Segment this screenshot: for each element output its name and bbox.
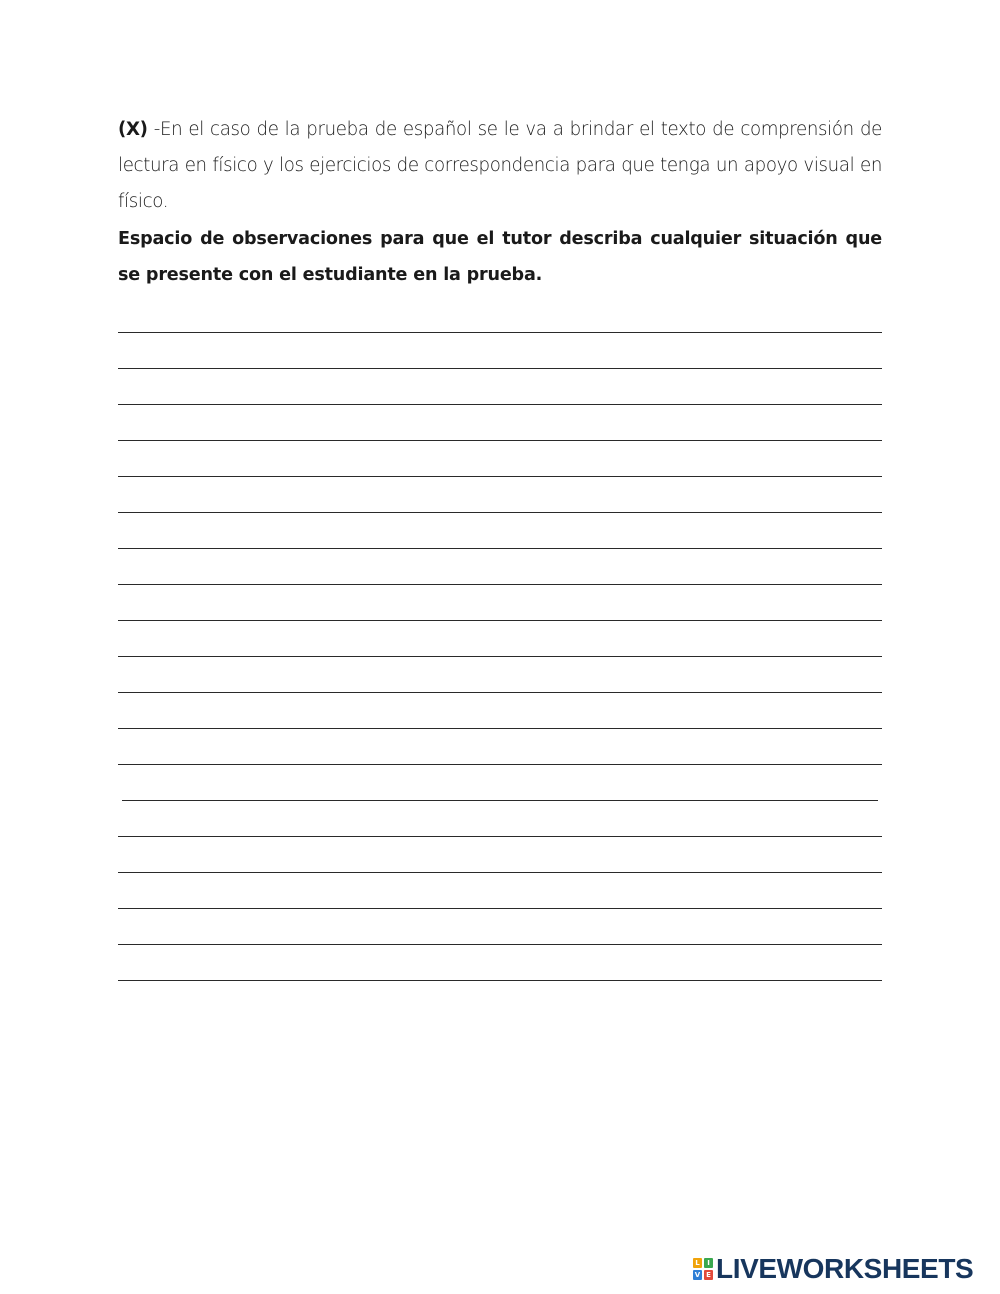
answer-line[interactable]: [118, 944, 882, 945]
answer-line[interactable]: [118, 836, 882, 837]
answer-line[interactable]: [118, 908, 882, 909]
observations-heading: Espacio de observaciones para que el tutor describa cualquier situación que se presente con el estudiante en la prueba.: [118, 229, 882, 285]
answer-line[interactable]: [118, 980, 882, 981]
answer-line[interactable]: [122, 800, 878, 801]
answer-line[interactable]: [118, 476, 882, 477]
answer-line[interactable]: [118, 764, 882, 765]
logo-letter: I: [704, 1258, 713, 1268]
liveworksheets-logo: [693, 1254, 973, 1284]
answer-line[interactable]: [118, 584, 882, 585]
logo-letter: L: [693, 1258, 702, 1268]
answer-line[interactable]: [118, 548, 882, 549]
answer-line[interactable]: [118, 368, 882, 369]
answer-line[interactable]: [118, 404, 882, 405]
answer-line[interactable]: [118, 872, 882, 873]
answer-line[interactable]: [118, 692, 882, 693]
answer-line[interactable]: [118, 512, 882, 513]
answer-line[interactable]: [118, 440, 882, 441]
logo-letter: E: [704, 1270, 713, 1280]
logo-mark-icon: [693, 1258, 713, 1280]
logo-letter: V: [694, 1271, 701, 1279]
answer-line[interactable]: [118, 332, 882, 333]
answer-line[interactable]: [118, 620, 882, 621]
selection-marker: (X): [118, 119, 148, 140]
answer-line[interactable]: [118, 656, 882, 657]
answer-line[interactable]: [118, 728, 882, 729]
instruction-text: -En el caso de la prueba de español se le va a brindar el texto de comprensión de lectura en físico y los ejercicios de correspondencia para que tenga un apoyo visual en físico.: [118, 119, 882, 212]
brand-name: LIVEWORKSHEETS: [716, 1253, 974, 1284]
